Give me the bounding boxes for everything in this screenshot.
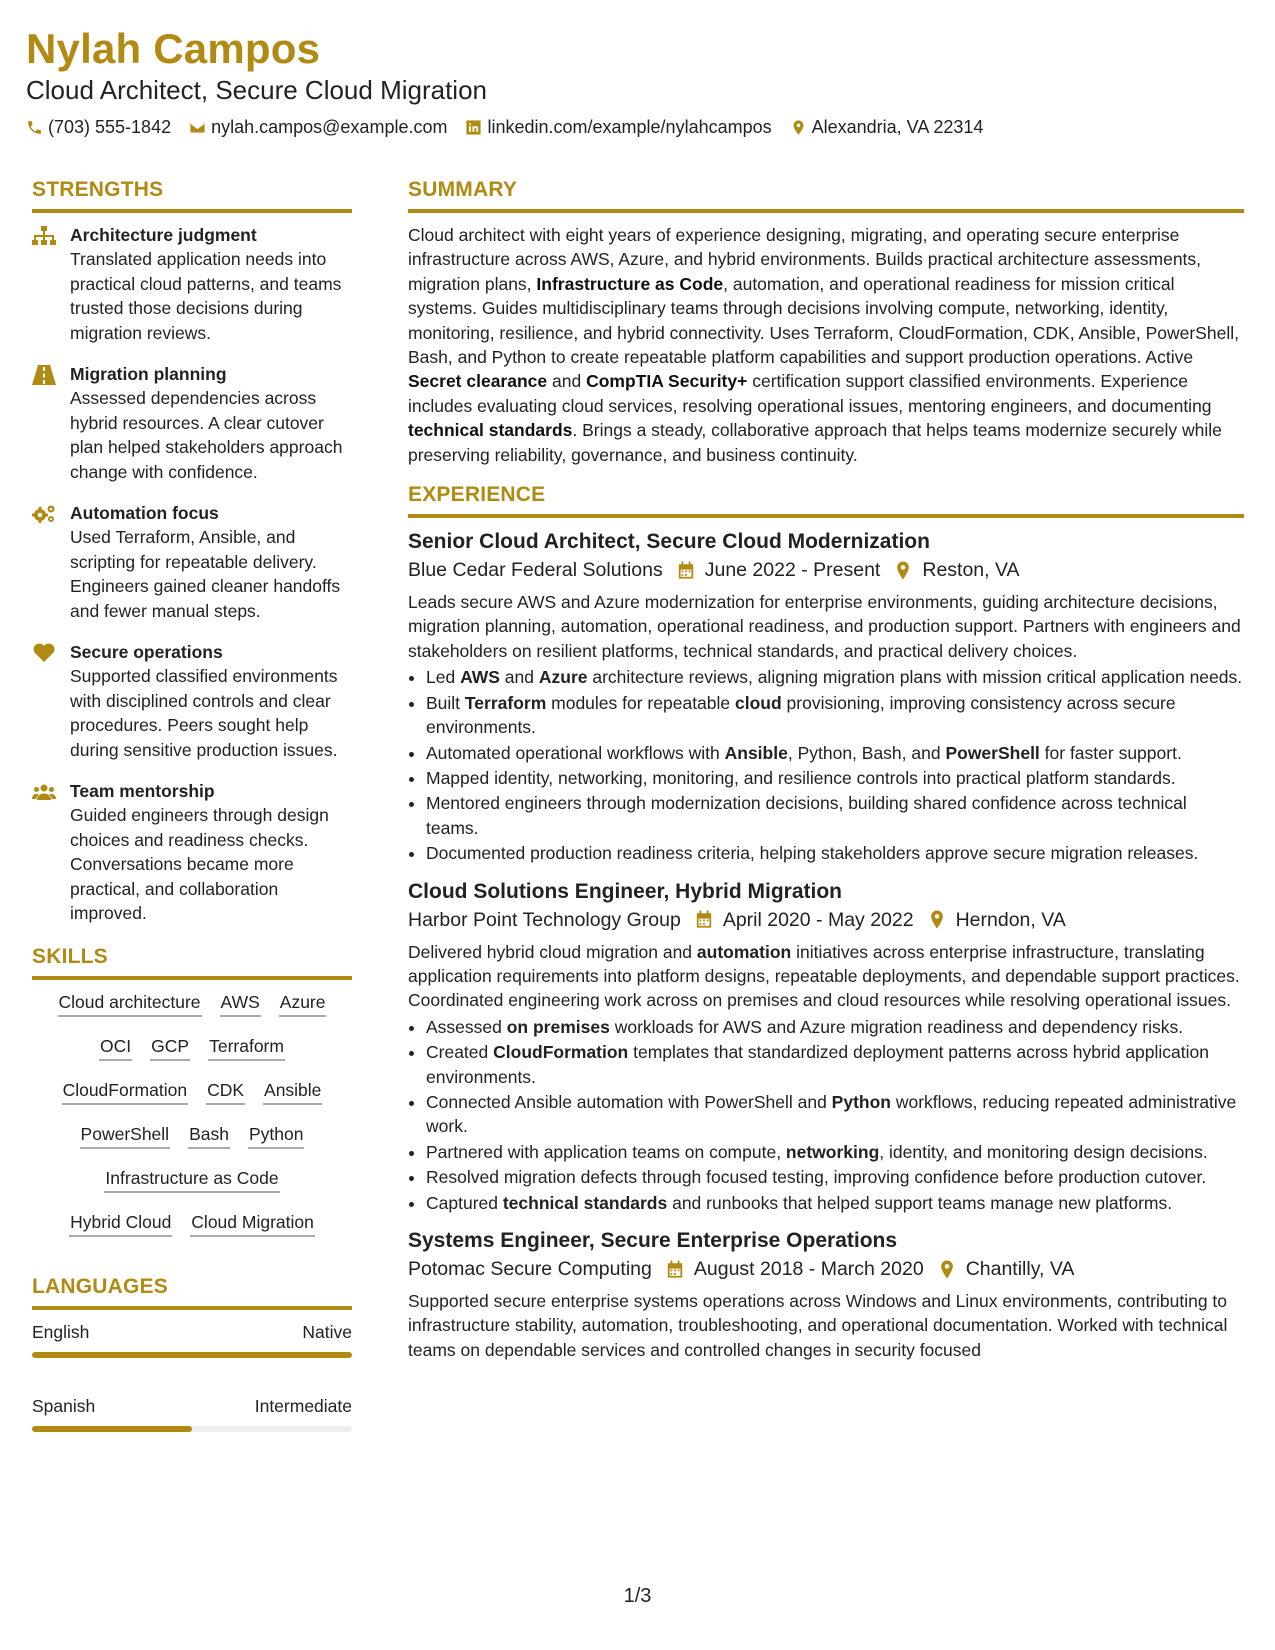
bold-keyword: AWS <box>460 667 500 688</box>
summary-heading: SUMMARY <box>408 176 1244 213</box>
bold-keyword: Infrastructure as Code <box>536 273 724 294</box>
strengths-heading: STRENGTHS <box>32 176 352 213</box>
bold-keyword: Azure <box>538 667 588 688</box>
language-level: Intermediate <box>254 1395 352 1416</box>
strength-title: Migration planning <box>70 364 227 384</box>
job-title: Cloud Solutions Engineer, Hybrid Migration <box>408 879 843 903</box>
calendar-icon <box>677 561 695 580</box>
skills-list <box>32 990 352 1237</box>
candidate-headline: Cloud Architect, Secure Cloud Migration <box>26 75 488 105</box>
users-icon <box>32 782 56 802</box>
skill-tag: GCP <box>150 1034 190 1061</box>
skill-tag: Cloud Migration <box>190 1210 315 1237</box>
job-description: Supported secure enterprise systems operations across Windows and Linux environments, contributing to infrastructure stability, automation, troubleshooting, and operational documentation. Worked with technical teams on dependable services and controlled changes in security focused <box>408 1291 1228 1360</box>
contact-phone <box>26 115 171 139</box>
skill-row <box>32 1210 352 1237</box>
bold-keyword: automation <box>696 941 792 962</box>
strength-title: Architecture judgment <box>70 225 257 245</box>
skill-tag: Ansible <box>263 1078 322 1105</box>
language-proficiency-bar <box>32 1352 352 1358</box>
contact-location <box>790 115 984 139</box>
strength-item <box>32 640 352 762</box>
strength-desc: Assessed dependencies across hybrid resources. A clear cutover plan helped stakeholders approach change with confidence. <box>70 388 343 482</box>
job-entry <box>408 878 1244 1215</box>
job-bullet: • Built Terraform modules for repeatable cloud provisioning, improving consistency across secure environments. <box>426 691 1244 740</box>
bold-keyword: CloudFormation <box>493 1042 629 1063</box>
phone-icon <box>26 119 43 136</box>
calendar-icon <box>666 1260 684 1279</box>
strength-desc: Guided engineers through design choices and readiness checks. Conversations became more practical, and collaboration improved. <box>70 805 329 923</box>
bold-keyword: CompTIA Security+ <box>586 371 748 392</box>
map-pin-icon <box>938 1260 956 1279</box>
location-text: Alexandria, VA 22314 <box>811 117 984 137</box>
job-title: Systems Engineer, Secure Enterprise Operations <box>408 1229 898 1252</box>
job-bullet: • Automated operational workflows with Ansible, Python, Bash, and PowerShell for faster support. <box>426 741 1244 765</box>
calendar-icon <box>695 910 713 929</box>
page-number: 1/3 <box>623 1585 652 1607</box>
road-icon <box>32 365 56 385</box>
sitemap-icon <box>32 226 56 246</box>
language-item <box>32 1394 352 1432</box>
skill-tag: Hybrid Cloud <box>69 1210 172 1237</box>
job-bullets <box>408 1015 1244 1215</box>
skill-tag: OCI <box>99 1034 132 1061</box>
job-bullet: • Mapped identity, networking, monitoring, and resilience controls into practical platform standards. <box>426 766 1244 790</box>
strength-desc: Used Terraform, Ansible, and scripting for repeatable delivery. Engineers gained cleaner handoffs and fewer manual steps. <box>70 527 341 621</box>
summary-text: Cloud architect with eight years of experience designing, migrating, and operating secure enterprise infrastructure across AWS, Azure, and hybrid environments. Builds practical architecture assessments, migration plans, Infrastructure as Code, automation, and operational readiness for mission critical systems. Guides multidisciplinary teams through decisions involving compute, networking, identity, monitoring, resilience, and hybrid connectivity. Uses Terraform, CloudFormation, CDK, Ansible, PowerShell, Bash, and Python to create repeatable platform capabilities and support production operations. Active Secret clearance and CompTIA Security+ certification support classified environments. Experience includes evaluating cloud services, resolving operational issues, mentoring engineers, and documenting technical standards. Brings a steady, collaborative approach that helps teams modernize securely while preserving reliability, governance, and business continuity. <box>408 225 1239 465</box>
bold-keyword: networking <box>785 1141 880 1162</box>
bold-keyword: Ansible <box>724 742 788 763</box>
language-name: English <box>32 1321 90 1342</box>
job-bullet: • Resolved migration defects through focused testing, improving confidence before production cutover. <box>426 1165 1244 1189</box>
map-pin-icon <box>894 561 912 580</box>
job-company: Blue Cedar Federal Solutions <box>408 559 663 582</box>
skills-heading: SKILLS <box>32 943 352 980</box>
contact-email[interactable] <box>189 115 447 139</box>
job-bullet: • Documented production readiness criteria, helping stakeholders approve secure migration releases. <box>426 841 1244 865</box>
strength-title: Secure operations <box>70 642 223 662</box>
language-item <box>32 1320 352 1358</box>
heart-icon <box>32 643 56 663</box>
bold-keyword: Terraform <box>464 692 547 713</box>
strength-item <box>32 362 352 484</box>
phone-text: (703) 555-1842 <box>48 117 172 137</box>
skill-tag: Python <box>248 1122 304 1149</box>
strength-item <box>32 779 352 926</box>
language-name: Spanish <box>32 1395 96 1416</box>
skill-tag: Infrastructure as Code <box>104 1166 279 1193</box>
strength-item <box>32 223 352 345</box>
job-meta <box>408 556 1244 584</box>
languages-heading: LANGUAGES <box>32 1273 352 1310</box>
job-title: Senior Cloud Architect, Secure Cloud Modernization <box>408 530 930 554</box>
candidate-name: Nylah Campos <box>26 25 321 72</box>
language-proficiency-fill <box>32 1352 352 1358</box>
email-text[interactable]: nylah.campos@example.com <box>211 117 448 137</box>
contact-linkedin[interactable] <box>465 115 771 139</box>
map-pin-icon <box>790 119 807 136</box>
language-level: Native <box>302 1321 352 1342</box>
languages-list <box>32 1320 352 1432</box>
left-column <box>32 176 352 1468</box>
job-bullet: • Led AWS and Azure architecture reviews, aligning migration plans with mission critical application needs. <box>426 665 1244 689</box>
strength-desc: Supported classified environments with disciplined controls and clear procedures. Peers sought help during sensitive production issues. <box>70 666 338 760</box>
linkedin-text[interactable]: linkedin.com/example/nylahcampos <box>487 117 772 137</box>
skill-row <box>32 1166 352 1193</box>
skill-tag: AWS <box>220 990 261 1017</box>
job-dates: April 2020 - May 2022 <box>722 908 914 931</box>
bold-keyword: PowerShell <box>945 742 1040 763</box>
job-company: Harbor Point Technology Group <box>408 908 681 931</box>
language-proficiency-fill <box>32 1426 192 1432</box>
job-bullet: • Assessed on premises workloads for AWS and Azure migration readiness and dependency risks. <box>426 1015 1244 1039</box>
language-proficiency-bar <box>32 1426 352 1432</box>
job-location: Reston, VA <box>922 559 1020 582</box>
job-dates: August 2018 - March 2020 <box>693 1258 924 1280</box>
skill-tag: CDK <box>206 1078 245 1105</box>
job-bullet: • Mentored engineers through modernization decisions, building shared confidence across technical teams. <box>426 791 1244 840</box>
skill-tag: PowerShell <box>80 1122 171 1149</box>
job-bullet: • Captured technical standards and runbooks that helped support teams manage new platforms. <box>426 1191 1244 1215</box>
skill-row <box>32 1034 352 1061</box>
strength-title: Team mentorship <box>70 781 215 801</box>
skill-row <box>32 1122 352 1149</box>
strength-title: Automation focus <box>70 503 219 523</box>
map-pin-icon <box>928 910 946 929</box>
bold-keyword: cloud <box>735 692 782 713</box>
strength-item <box>32 501 352 623</box>
experience-heading: EXPERIENCE <box>408 481 1244 518</box>
job-location: Herndon, VA <box>955 908 1066 931</box>
bold-keyword: Secret clearance <box>408 371 548 392</box>
contact-bar <box>26 115 1246 139</box>
job-description: Leads secure AWS and Azure modernization for enterprise environments, guiding architecture decisions, migration planning, automation, operational readiness, and production support. Partners with engineers and stakeholders on resilient platforms, technical standards, and practical delivery choices. <box>408 592 1241 661</box>
bold-keyword: technical standards <box>408 420 573 441</box>
envelope-icon <box>189 119 206 136</box>
job-dates: June 2022 - Present <box>704 559 881 582</box>
gears-icon <box>32 504 56 524</box>
bold-keyword: technical standards <box>502 1192 668 1213</box>
skill-row <box>32 990 352 1017</box>
job-location: Chantilly, VA <box>965 1258 1075 1280</box>
linkedin-icon <box>465 119 482 136</box>
skill-row <box>32 1078 352 1105</box>
skill-tag: Bash <box>188 1122 230 1149</box>
strengths-list <box>32 223 352 926</box>
right-column <box>408 176 1244 1374</box>
job-bullet: • Partnered with application teams on compute, networking, identity, and monitoring design decisions. <box>426 1140 1244 1164</box>
job-entry <box>408 528 1244 865</box>
job-meta <box>408 1255 1244 1283</box>
job-bullet: • Connected Ansible automation with PowerShell and Python workflows, reducing repeated administrative work. <box>426 1090 1244 1139</box>
skill-tag: Azure <box>279 990 327 1017</box>
bold-keyword: on premises <box>506 1016 610 1037</box>
resume-header <box>26 24 1246 139</box>
job-bullet: • Created CloudFormation templates that standardized deployment patterns across hybrid application environments. <box>426 1040 1244 1089</box>
job-bullets <box>408 665 1244 865</box>
job-description: Delivered hybrid cloud migration and automation initiatives across enterprise infrastructure, translating application requirements into platform designs, repeatable deployments, and dependable support practices. Coordinated engineering work across on premises and cloud resources while resolving operational issues. <box>408 941 1240 1011</box>
skill-tag: Cloud architecture <box>58 990 202 1017</box>
bold-keyword: Python <box>831 1091 891 1112</box>
skill-tag: CloudFormation <box>62 1078 189 1105</box>
strength-desc: Translated application needs into practical cloud patterns, and teams trusted those decisions during migration reviews. <box>70 249 342 343</box>
job-company: Potomac Secure Computing <box>408 1258 652 1280</box>
skill-tag: Terraform <box>208 1034 285 1061</box>
job-entry <box>408 1227 1244 1362</box>
job-meta <box>408 906 1244 934</box>
